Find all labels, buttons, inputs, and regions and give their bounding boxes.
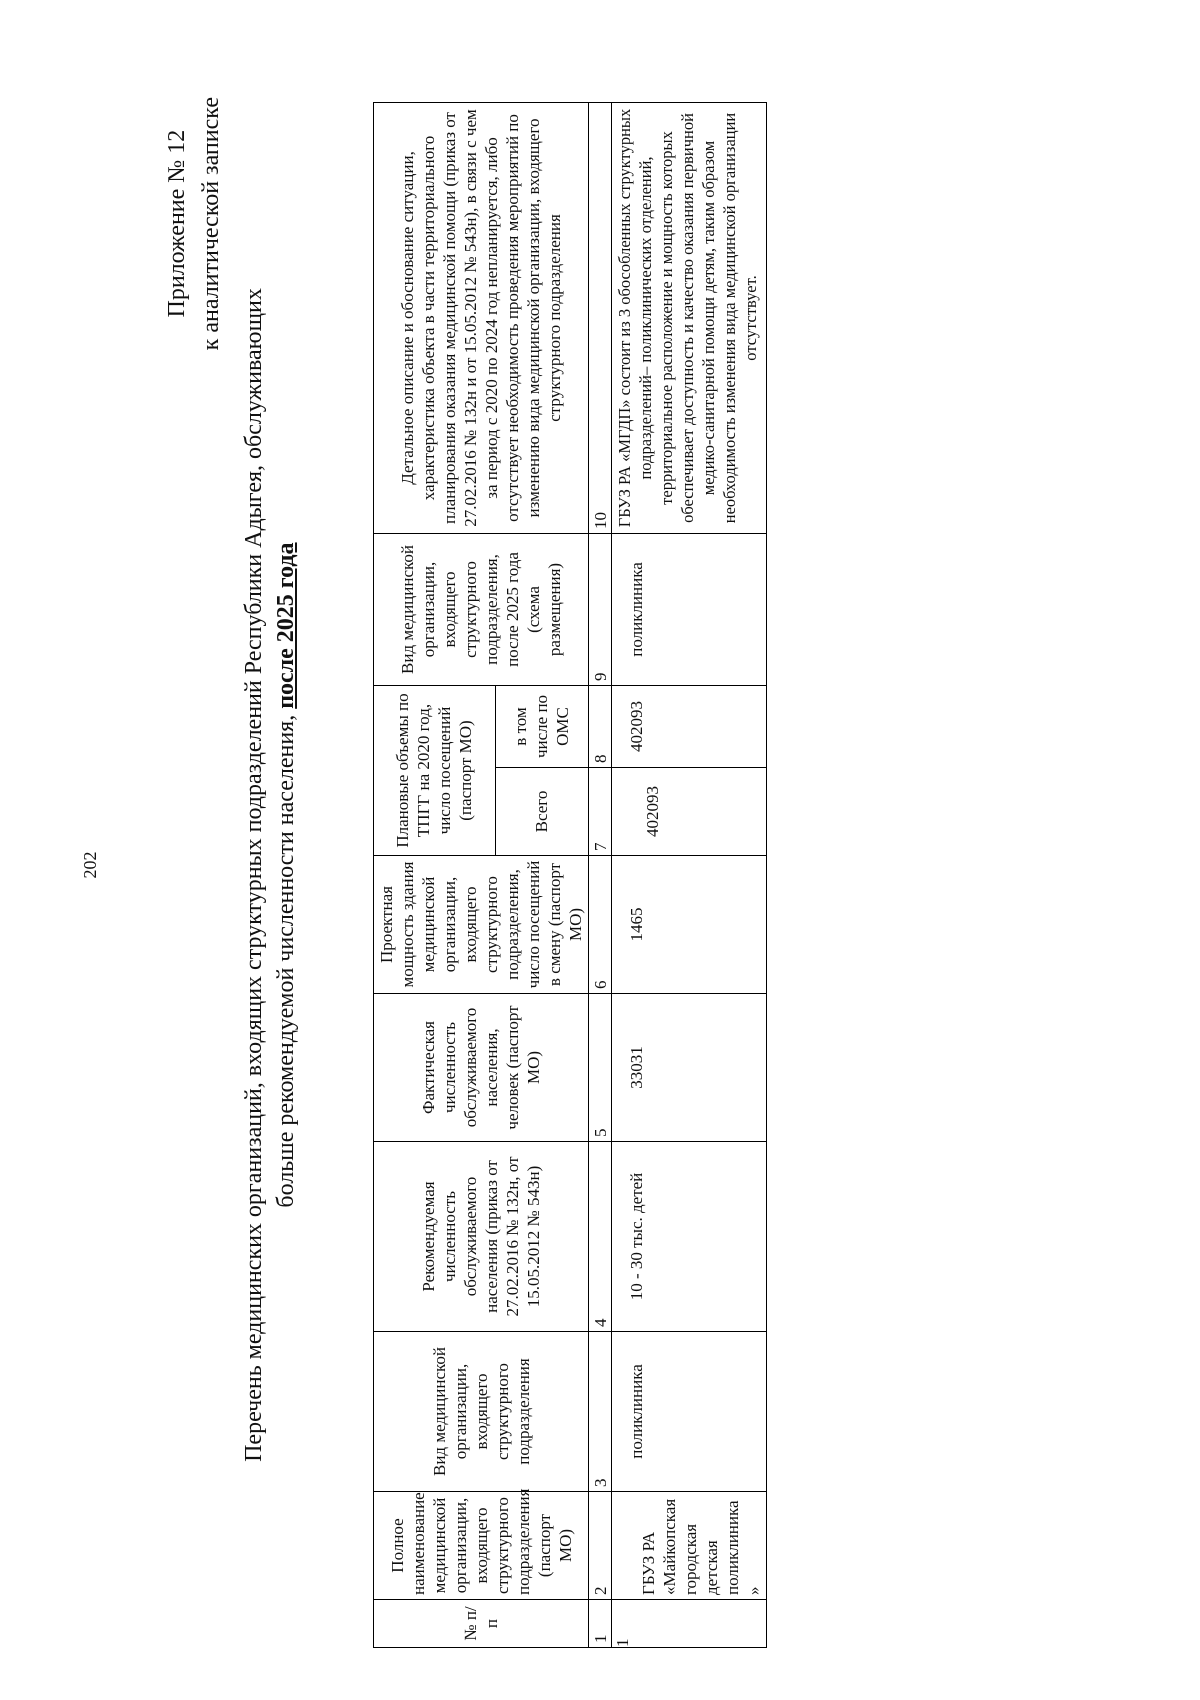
row-design-capacity: 1465 [612, 856, 767, 994]
title-line-2 [270, 185, 302, 1565]
header-planned-volumes: Плановые объемы по ТПГГ на 2020 год, число посещений (паспорт МО) [374, 685, 496, 855]
column-numbers-row [589, 102, 612, 1647]
header-org-type: Вид медицинской организации, входящего структурного подразделения [374, 1332, 589, 1492]
table-row [612, 102, 767, 1647]
title-emphasis: после 2025 года [273, 542, 299, 709]
appendix-line-1: Приложение № 12 [164, 129, 190, 318]
column-number: 9 [589, 533, 612, 685]
header-recommended-population: Рекомендуемая численность обслуживаемого населения (приказ от 27.02.2016 № 132н, от 15.05.2012 № 543н) [374, 1142, 589, 1332]
column-number: 1 [589, 1600, 612, 1648]
column-number: 10 [589, 102, 612, 533]
column-number: 3 [589, 1332, 612, 1492]
header-row [374, 102, 496, 1647]
row-org-type: поликлиника [612, 1332, 767, 1492]
row-number: 1 [612, 1600, 767, 1648]
column-number: 6 [589, 856, 612, 994]
row-planned-total: 402093 [612, 768, 767, 856]
header-design-capacity: Проектная мощность здания медицинской организации, входящего структурного подразделения, число посещений в смену (паспорт МО) [374, 856, 589, 994]
column-number: 4 [589, 1142, 612, 1332]
header-number: № п/п [374, 1600, 589, 1648]
appendix-line-2: к аналитической записке [198, 97, 224, 351]
row-org-type-after-2025: поликлиника [612, 533, 767, 685]
page-number: 202 [80, 851, 100, 879]
row-planned-oms: 402093 [612, 685, 767, 767]
header-description: Детальное описание и обоснование ситуации, характеристика объекта в части территориального планирования оказания медицинской помощи (приказ от 27.02.2016 № 132н и от 15.05.2012 № 543н), в связи с чем за период с 2020 по 2024 год непланируется, либо отсутствует необходимость проведения мероприятий по изменению вида медицинской организации, входящего структурного подразделения [374, 102, 589, 533]
header-full-name: Полное наименование медицинской организации, входящего структурного подразделения (паспорт МО) [374, 1492, 589, 1600]
column-number: 7 [589, 768, 612, 856]
row-org-name: ГБУЗ РА «Майкопская городская детская поликлиника » [612, 1492, 767, 1600]
row-description: ГБУЗ РА «МГДП» состоит из 3 обособленных структурных подразделений– поликлинических отделений, территориальное расположение и мощность которых обеспечивает доступность и качество оказания первичной медико-санитарной помощи детям, таким образом необходимость изменения вида медицинской организации отсутствует. [612, 102, 767, 533]
rotated-page [40, 65, 1100, 1665]
column-number: 5 [589, 994, 612, 1142]
column-number: 2 [589, 1492, 612, 1600]
title-line-2-text: больше рекомендуемой численности населения, [273, 708, 299, 1208]
header-org-type-after-2025: Вид медицинской организации, входящего структурного подразделения, после 2025 года (схема размещения) [374, 533, 589, 685]
row-actual-population: 33031 [612, 994, 767, 1142]
title-line-1: Перечень медицинских организаций, входящих структурных подразделений Республики Адыгея, обслуживающих [241, 288, 267, 1462]
row-recommended-population: 10 - 30 тыс. детей [612, 1142, 767, 1332]
document-title [238, 185, 302, 1565]
organizations-table [373, 102, 767, 1648]
header-actual-population: Фактическая численность обслуживаемого населения, человек (паспорт МО) [374, 994, 589, 1142]
header-oms: в том числе по ОМС [495, 685, 588, 767]
header-total: Всего [495, 768, 588, 856]
column-number: 8 [589, 685, 612, 767]
appendix-label [160, 97, 228, 350]
